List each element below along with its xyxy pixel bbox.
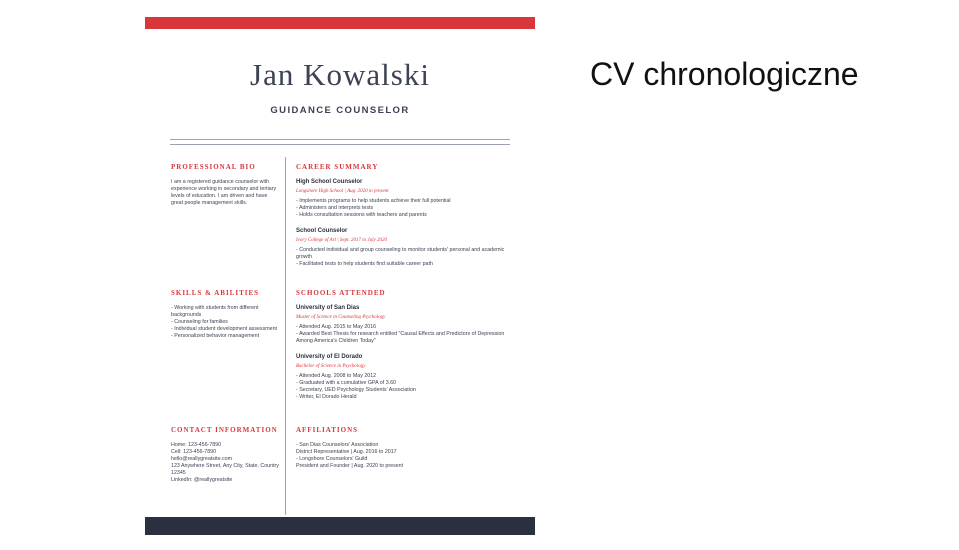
skill-item: - Personalized behavior management (171, 333, 260, 339)
schools-section (296, 290, 511, 401)
contact-home: Home: 123-456-7890 (171, 442, 222, 448)
divider-red (170, 139, 510, 140)
contact-cell: Cell: 123-456-7890 (171, 449, 217, 455)
cv-bottom-bar (145, 517, 535, 535)
divider-gray (170, 144, 510, 145)
professional-bio-heading: PROFESSIONAL BIO (171, 163, 256, 171)
affiliations-section (296, 427, 511, 470)
slide-title: CV chronologiczne (590, 56, 859, 92)
contact-linkedin: LinkedIn: @reallygreatsite (171, 477, 233, 483)
cv-role: GUIDANCE COUNSELOR (270, 105, 410, 116)
school-bullet: - Attended Aug. 2015 to May 2016 (296, 324, 377, 330)
job-bullet: - Implements programs to help students achieve their full potential (296, 198, 451, 204)
school-bullet: - Graduated with a cumulative GPA of 3.60 (296, 380, 397, 386)
column-divider (285, 157, 286, 515)
job-title: School Counselor (296, 228, 348, 234)
skill-item: - Individual student development assessment (171, 326, 277, 332)
skills-heading: SKILLS & ABILITIES (171, 289, 260, 297)
professional-bio-text: I am a registered guidance counselor with experience working in secondary and tertiary levels of education. I am driven and have great people management skills. (171, 179, 277, 206)
school-bullet: - Writer, El Dorado Herald (296, 394, 357, 400)
school-degree: Master of Science in Counseling Psychology (296, 315, 386, 320)
affiliations-heading: AFFILIATIONS (296, 426, 359, 434)
job-place: Longshore High School | Aug. 2020 to present (296, 189, 389, 194)
contact-section (171, 427, 279, 484)
job-title: High School Counselor (296, 179, 363, 185)
career-summary-heading: CAREER SUMMARY (296, 163, 379, 171)
job-bullet: - Administers and interprets tests (296, 205, 374, 211)
school-bullet: - Secretary, UED Psychology Students' Association (296, 387, 416, 393)
professional-bio-section (171, 164, 279, 207)
job-bullet: - Facilitated tests to help students find suitable career path (296, 261, 433, 267)
cv-top-bar (145, 17, 535, 29)
skill-item: - Counseling for families (171, 319, 228, 325)
affiliation-line: - San Dias Counselors' Association (296, 442, 379, 448)
school-degree: Bachelor of Science in Psychology (296, 364, 366, 369)
school-bullet: - Attended Aug. 2008 to May 2012 (296, 373, 377, 379)
contact-email: hello@reallygreatsite.com (171, 456, 233, 462)
affiliation-line: - Longshore Counselors' Guild (296, 456, 368, 462)
skills-section (171, 290, 279, 340)
schools-heading: SCHOOLS ATTENDED (296, 289, 386, 297)
contact-address: 123 Anywhere Street, Any City, State, Country 12345 (171, 463, 279, 476)
job-bullet: - Holds consultation sessions with teachers and parents (296, 212, 427, 218)
career-summary-section (296, 164, 511, 268)
school-name: University of El Dorado (296, 354, 363, 360)
school-bullet: - Awarded Best Thesis for research entitled "Causal Effects and Predictors of Depression Among America's Children Today" (296, 331, 505, 344)
contact-heading: CONTACT INFORMATION (171, 426, 278, 434)
skill-item: - Working with students from different backgrounds (171, 305, 259, 318)
affiliation-line: President and Founder | Aug. 2020 to present (296, 463, 404, 469)
job-place: Ivory College of Art | Sept. 2017 to July 2020 (296, 238, 387, 243)
cv-document (145, 17, 535, 535)
affiliation-line: District Representative | Aug. 2016 to 2017 (296, 449, 397, 455)
cv-name: Jan Kowalski (250, 57, 430, 92)
school-name: University of San Dias (296, 305, 360, 311)
job-bullet: - Conducted individual and group counseling to monitor students' personal and academic growth (296, 247, 505, 260)
